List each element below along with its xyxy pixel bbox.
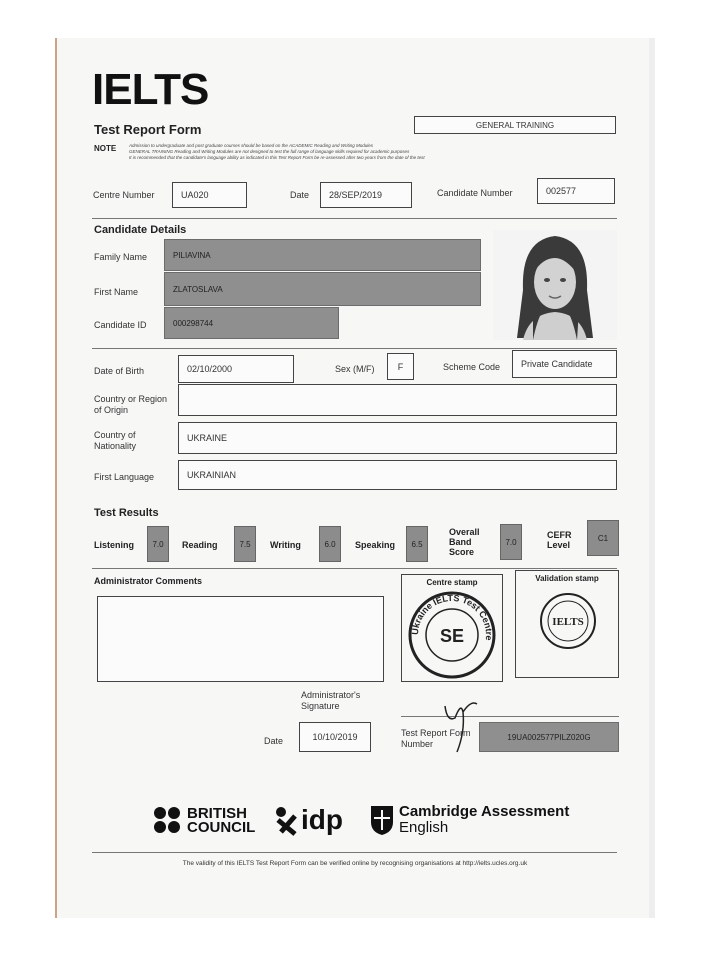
scheme-code-value: Private Candidate: [521, 359, 593, 369]
overall-band-score: 7.0: [500, 524, 522, 560]
writing-score: 6.0: [319, 526, 341, 562]
svg-text:IELTS: IELTS: [552, 616, 584, 628]
centre-stamp-icon: [406, 589, 498, 681]
test-report-form-sheet: [55, 38, 649, 918]
listening-score: 7.0: [147, 526, 169, 562]
date-field: [320, 182, 412, 208]
dob-value: 02/10/2000: [187, 364, 233, 374]
idp-logo: idp: [275, 804, 343, 836]
candidate-number-field: [537, 178, 615, 204]
divider: [92, 218, 617, 219]
nationality-value: UKRAINE: [187, 433, 228, 443]
validation-stamp-label: Validation stamp: [535, 574, 599, 583]
note-line: GENERAL TRAINING Reading and Writing Modules are not designed to test the full range of language skills required for academic purposes: [129, 149, 410, 154]
candidate-number-value: 002577: [546, 186, 577, 196]
reading-label: Reading: [182, 540, 218, 550]
first-language-label: First Language: [94, 472, 155, 482]
family-name-field: [164, 239, 481, 271]
cefr-label: CEFR Level: [547, 530, 572, 550]
dob-field: [178, 355, 294, 383]
centre-stamp-label: Centre stamp: [426, 578, 478, 587]
family-name-value: PILIAVINA: [173, 250, 211, 260]
bottom-date-value: 10/10/2019: [312, 732, 358, 742]
centre-stamp-box: [401, 574, 503, 682]
cambridge-shield-icon: [369, 804, 395, 836]
svg-text:SE: SE: [439, 626, 465, 646]
note-line: It is recommended that the candidate's language ability as indicated in this Test Report Form be re-assessed after two years from the date of the test: [129, 155, 425, 160]
admin-comments-label: Administrator Comments: [94, 576, 203, 586]
date-label: Date: [290, 190, 310, 200]
admin-comments-field: [97, 596, 384, 682]
date-value: 28/SEP/2019: [329, 190, 383, 200]
form-title: Test Report Form: [94, 122, 202, 137]
reading-score: 7.5: [234, 526, 256, 562]
trf-number-value: 19UA002577PILZ020G: [507, 732, 591, 742]
sex-label: Sex (M/F): [335, 364, 375, 374]
cefr-score: C1: [587, 520, 619, 556]
british-council-dots-icon: [153, 806, 183, 836]
note-text: [129, 143, 569, 161]
overall-band-label: Overall Band Score: [449, 527, 480, 557]
nationality-label: Country of Nationality: [94, 430, 137, 451]
sex-value: F: [397, 361, 404, 372]
candidate-photo: [493, 230, 617, 340]
footer-note: The validity of this IELTS Test Report Form can be verified online by recognising organisations at http://ielts.ucles.org.uk: [182, 860, 528, 867]
first-name-field: [164, 272, 481, 306]
candidate-id-value: 000298744: [173, 318, 214, 328]
scheme-code-label: Scheme Code: [443, 362, 501, 372]
module-box: [414, 116, 616, 134]
first-name-label: First Name: [94, 287, 139, 297]
cambridge-logo: Cambridge Assessment English: [369, 804, 569, 836]
sex-field: [387, 353, 414, 380]
family-name-label: Family Name: [94, 252, 148, 262]
note-label: NOTE: [94, 144, 117, 153]
centre-number-label: Centre Number: [93, 190, 155, 200]
divider: [92, 348, 617, 349]
candidate-id-label: Candidate ID: [94, 320, 147, 330]
validation-stamp-box: [515, 570, 619, 678]
speaking-score: 6.5: [406, 526, 428, 562]
first-language-field: [178, 460, 617, 490]
footer-divider: [92, 852, 617, 853]
test-results-heading: Test Results: [94, 507, 159, 519]
admin-signature-label: Administrator's Signature: [301, 690, 361, 711]
svg-text:Ukraine IELTS Test Centre: Ukraine IELTS Test Centre: [409, 592, 495, 641]
module-value: GENERAL TRAINING: [475, 120, 555, 130]
writing-label: Writing: [270, 540, 301, 550]
divider: [92, 568, 617, 569]
centre-number-value: UA020: [181, 190, 209, 200]
dob-label: Date of Birth: [94, 366, 145, 376]
british-council-logo: BRITISH COUNCIL: [153, 806, 255, 836]
country-origin-field: [178, 384, 617, 416]
ielts-logo: IELTS: [92, 65, 209, 114]
candidate-number-label: Candidate Number: [437, 188, 513, 198]
trf-number-label: Test Report Form Number: [401, 728, 471, 749]
first-language-value: UKRAINIAN: [187, 470, 237, 480]
first-name-value: ZLATOSLAVA: [173, 284, 223, 294]
note-line: Admission to undergraduate and post graduate courses should be based on the ACADEMIC Reading and Writing Modules: [129, 143, 373, 148]
country-origin-label: Country or Region of Origin: [94, 394, 168, 415]
bottom-date-label: Date: [264, 736, 284, 746]
validation-stamp-icon: [538, 591, 598, 651]
nationality-field: [178, 422, 617, 454]
candidate-id-field: [164, 307, 339, 339]
signature-line: [401, 716, 619, 717]
listening-label: Listening: [94, 540, 134, 550]
speaking-label: Speaking: [355, 540, 396, 550]
trf-number-field: [479, 722, 619, 752]
idp-mark-icon: [275, 804, 299, 836]
centre-number-field: [172, 182, 247, 208]
scheme-code-field: [512, 350, 617, 378]
bottom-date-field: [299, 722, 371, 752]
candidate-details-heading: Candidate Details: [94, 224, 187, 236]
